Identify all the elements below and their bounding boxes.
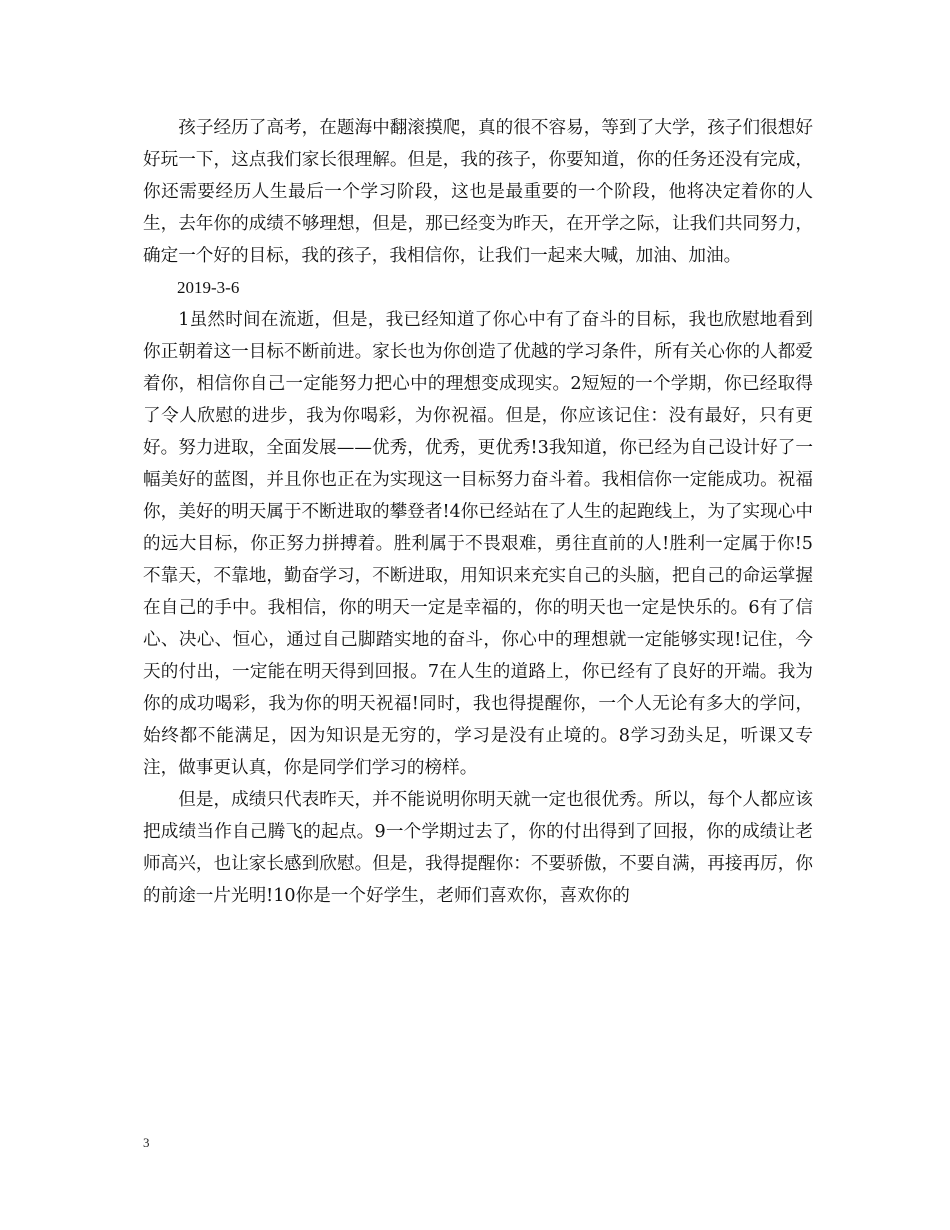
- paragraph-continuation: 但是，成绩只代表昨天，并不能说明你明天就一定也很优秀。所以，每个人都应该把成绩当作自己腾飞的起点。9一个学期过去了，你的付出得到了回报，你的成绩让老师高兴，也让家长感到欣慰。但是，我得提醒你：不要骄傲，不要自满，再接再厉，你的前途一片光明!10你是一个好学生，老师们喜欢你，喜欢你的: [143, 790, 813, 906]
- page-number: 3: [143, 1135, 150, 1150]
- document-body: [143, 112, 813, 912]
- paragraph-comments: 1虽然时间在流逝，但是，我已经知道了你心中有了奋斗的目标，我也欣慰地看到你正朝着这一目标不断前进。家长也为你创造了优越的学习条件，所有关心你的人都爱着你，相信你自己一定能努力把心中的理想变成现实。2短短的一个学期，你已经取得了令人欣慰的进步，我为你喝彩，为你祝福。但是，你应该记住：没有最好，只有更好。努力进取，全面发展——优秀，优秀，更优秀!3我知道，你已经为自己设计好了一幅美好的蓝图，并且你也正在为实现这一目标努力奋斗着。我相信你一定能成功。祝福你，美好的明天属于不断进取的攀登者!4你已经站在了人生的起跑线上，为了实现心中的远大目标，你正努力拼搏着。胜利属于不畏艰难，勇往直前的人!胜利一定属于你!5不靠天，不靠地，勤奋学习，不断进取，用知识来充实自己的头脑，把自己的命运掌握在自己的手中。我相信，你的明天一定是幸福的，你的明天也一定是快乐的。6有了信心、决心、恒心，通过自己脚踏实地的奋斗，你心中的理想就一定能够实现!记住，今天的付出，一定能在明天得到回报。7在人生的道路上，你已经有了良好的开端。我为你的成功喝彩，我为你的明天祝福!同时，我也得提醒你，一个人无论有多大的学问，始终都不能满足，因为知识是无穷的，学习是没有止境的。8学习劲头足，听课又专注，做事更认真，你是同学们学习的榜样。: [143, 310, 813, 778]
- paragraph-date: 2019-3-6: [177, 278, 240, 297]
- paragraph-intro: 孩子经历了高考，在题海中翻滚摸爬，真的很不容易，等到了大学，孩子们很想好好玩一下，这点我们家长很理解。但是，我的孩子，你要知道，你的任务还没有完成，你还需要经历人生最后一个学习阶段，这也是最重要的一个阶段，他将决定着你的人生，去年你的成绩不够理想，但是，那已经变为昨天，在开学之际，让我们共同努力，确定一个好的目标，我的孩子，我相信你，让我们一起来大喊，加油、加油。: [143, 118, 813, 266]
